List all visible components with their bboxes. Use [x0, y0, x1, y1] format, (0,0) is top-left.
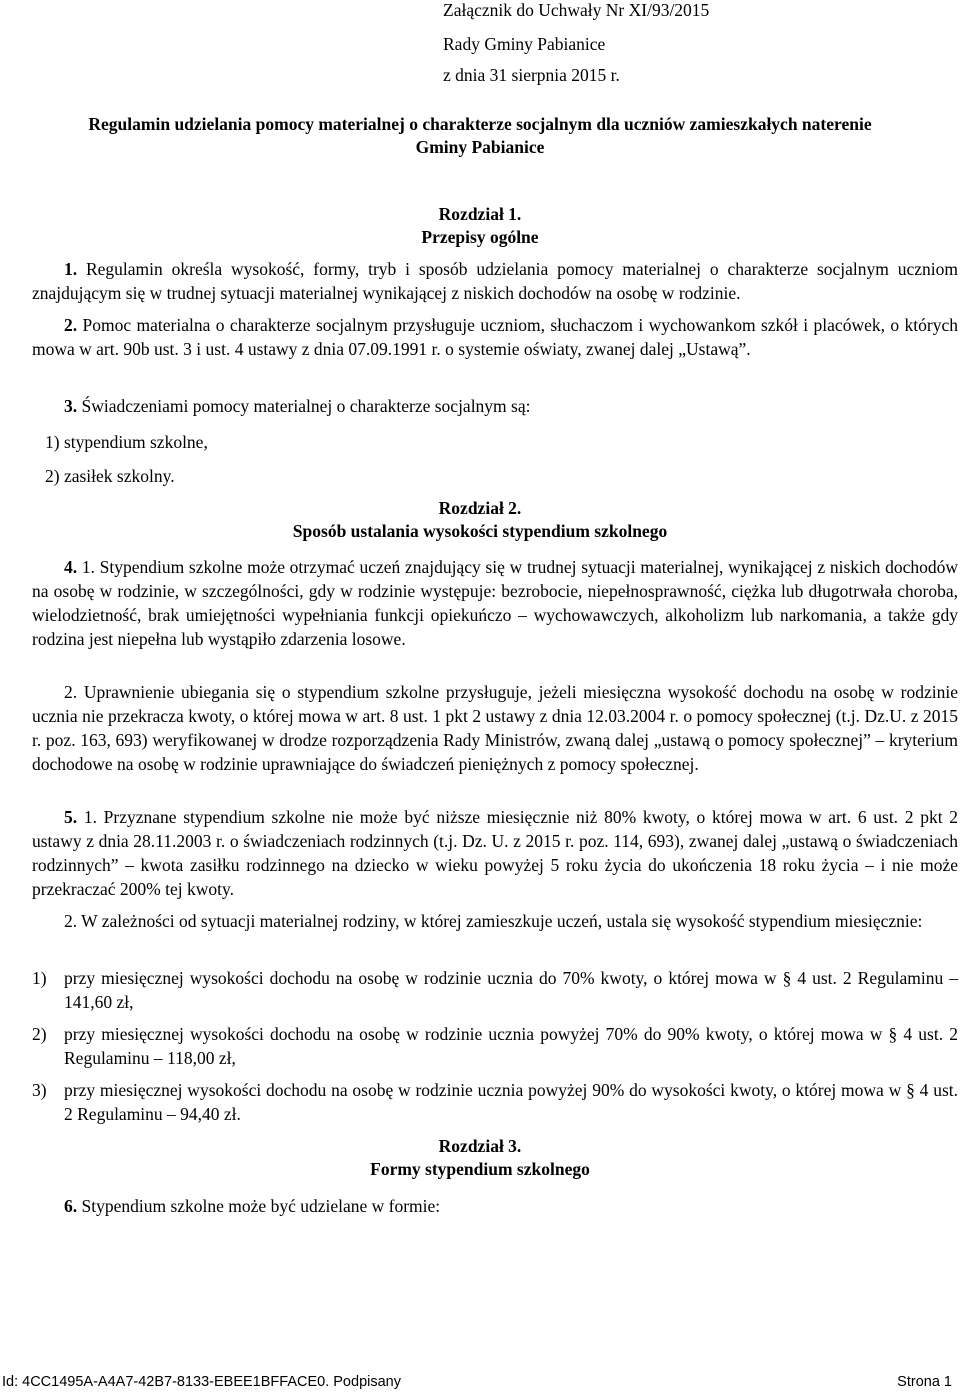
section-4-paragraph-2: 2. Uprawnienie ubiegania się o stypendium szkolne przysługuje, jeżeli miesięczna wysokość dochodu na osobę w rodzinie ucznia nie przekracza kwoty, o której mowa w art. 8 ust. 1 pkt 2 ustawy z dnia 12.03.2004 r. o pomocy społecznej (t.j. Dz.U. z 2015 r. poz. 163, 693) weryfikowanej w drodze rozporządzenia Rady Ministrów, zwaną dalej „ustawą o pomocy społecznej” – kryterium dochodowe na osobę w rodzinie uprawniające do świadczeń pieniężnych z pomocy społecznej.	[32, 682, 958, 774]
section-1-number: 1.	[64, 259, 78, 279]
chapter2-name: Sposób ustalania wysokości stypendium szkolnego	[292, 521, 668, 541]
section-6-number: 6.	[64, 1196, 78, 1216]
section-3	[32, 394, 958, 418]
section-5-list-item-2	[32, 1022, 958, 1070]
document-title-line1: Regulamin udzielania pomocy materialnej o charakterze socjalnym dla uczniów zamieszkałych naterenie	[88, 114, 872, 134]
list-item-text: przy miesięcznej wysokości dochodu na osobę w rodzinie ucznia powyżej 90% do wysokości kwoty, o której mowa w § 4 ust. 2 Regulaminu – 94,40 zł.	[64, 1080, 958, 1124]
section-2-text: Pomoc materialna o charakterze socjalnym przysługuje uczniom, słuchaczom i wychowankom szkół i placówek, o których mowa w art. 90b ust. 3 i ust. 4 ustawy z dnia 07.09.1991 r. o systemie oświaty, zwanej dalej „Ustawą”.	[32, 315, 958, 359]
section-2-number: 2.	[64, 315, 78, 335]
section-4-paragraph-1	[32, 555, 958, 651]
section-1-text: Regulamin określa wysokość, formy, tryb i sposób udzielania pomocy materialnej o charakterze socjalnym uczniom znajdującym się w trudnej sytuacji materialnej wynikającej z niskich dochodów na osobę w rodzinie.	[32, 259, 958, 303]
section-5-list-item-1	[32, 966, 958, 1014]
section-6	[32, 1194, 958, 1218]
section-5-p1-text: 1. Przyznane stypendium szkolne nie może być niższe miesięcznie niż 80% kwoty, o której mowa w art. 6 ust. 2 pkt 2 ustawy z dnia 28.11.2003 r. o świadczeniach rodzinnych (t.j. Dz. U. z 2015 r. poz. 114, 693), zwanej dalej „ustawą o świadczeniach rodzinnych” – kwota zasiłku rodzinnego na dziecko w wieku powyżej 5 roku życia do ukończenia 18 roku życia – i nie może przekraczać 200% tej kwoty.	[32, 807, 958, 899]
section-3-text: Świadczeniami pomocy materialnej o charakterze socjalnym są:	[77, 396, 531, 416]
list-item-number: 3)	[32, 1080, 47, 1100]
section-2	[32, 313, 958, 361]
section-3-item-2: 2) zasiłek szkolny.	[45, 466, 175, 486]
attachment-header-line3: z dnia 31 sierpnia 2015 r.	[443, 65, 620, 85]
footer-page-number: Strona 1	[897, 1374, 952, 1390]
chapter1-name: Przepisy ogólne	[421, 227, 539, 247]
section-3-item-1: 1) stypendium szkolne,	[45, 432, 208, 452]
section-4-number: 4.	[64, 557, 78, 577]
section-5-paragraph-1	[32, 805, 958, 901]
section-5-paragraph-2: 2. W zależności od sytuacji materialnej rodziny, w której zamieszkuje uczeń, ustala się wysokość stypendium miesięcznie:	[64, 911, 923, 931]
document-title-line2: Gminy Pabianice	[415, 137, 545, 157]
list-item-text: przy miesięcznej wysokości dochodu na osobę w rodzinie ucznia do 70% kwoty, o której mowa w § 4 ust. 2 Regulaminu – 141,60 zł,	[64, 968, 958, 1012]
chapter3-name: Formy stypendium szkolnego	[370, 1159, 590, 1179]
footer-document-id: Id: 4CC1495A-A4A7-42B7-8133-EBEE1BFFACE0. Podpisany	[2, 1374, 401, 1390]
attachment-header-line2: Rady Gminy Pabianice	[443, 34, 606, 54]
list-item-number: 1)	[32, 968, 47, 988]
section-6-text: Stypendium szkolne może być udzielane w formie:	[77, 1196, 441, 1216]
section-3-number: 3.	[64, 396, 78, 416]
section-5-number: 5.	[64, 807, 78, 827]
list-item-number: 2)	[32, 1024, 47, 1044]
chapter2-number: Rozdział 2.	[438, 498, 522, 518]
section-5-list-item-3	[32, 1078, 958, 1126]
chapter1-number: Rozdział 1.	[438, 204, 522, 224]
section-1	[32, 257, 958, 305]
section-4-p1-text: 1. Stypendium szkolne może otrzymać uczeń znajdujący się w trudnej sytuacji materialnej, wynikającej z niskich dochodów na osobę w rodzinie, w szczególności, gdy w rodzinie występuje: bezrobocie, niepełnosprawność, ciężka lub długotrwała choroba, wielodzietność, brak umiejętności wypełniania funkcji opiekuńczo – wychowawczych, alkoholizm lub narkomania, a także gdy rodzina jest niepełna lub wystąpiło zdarzenia losowe.	[32, 557, 958, 649]
list-item-text: przy miesięcznej wysokości dochodu na osobę w rodzinie ucznia powyżej 70% do 90% kwoty, o której mowa w § 4 ust. 2 Regulaminu – 118,00 zł,	[64, 1024, 958, 1068]
attachment-header-line1: Załącznik do Uchwały Nr XI/93/2015	[443, 0, 710, 20]
chapter3-number: Rozdział 3.	[438, 1136, 522, 1156]
